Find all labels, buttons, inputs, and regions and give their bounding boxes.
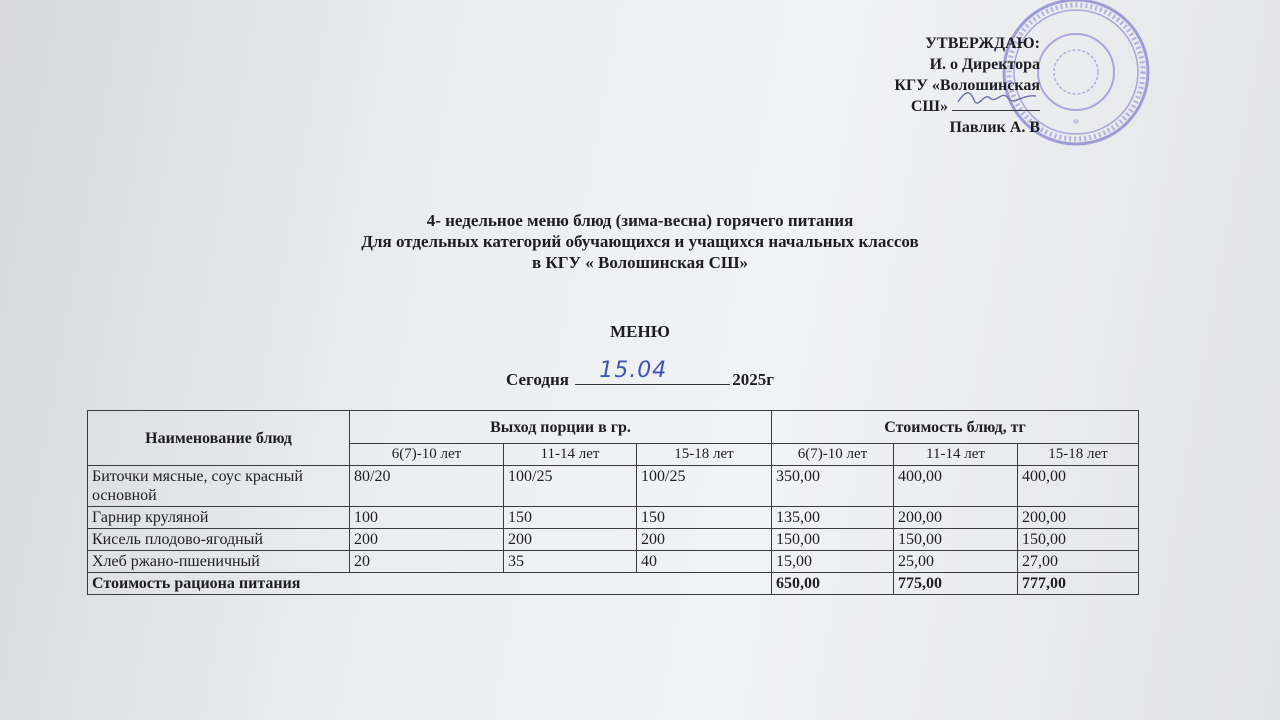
- header-age-cost: 6(7)-10 лет: [772, 444, 894, 466]
- portion-cell: 200: [504, 529, 637, 551]
- signature-line: [952, 96, 1040, 111]
- total-cost-cell: 650,00: [772, 573, 894, 595]
- heading-line-2: Для отдельных категорий обучающихся и учащихся начальных классов: [361, 232, 919, 251]
- heading-line-1: 4- недельное меню блюд (зима-весна) горячего питания: [426, 211, 854, 230]
- dish-name: Биточки мясные, соус красный основной: [88, 466, 350, 507]
- cost-cell: 25,00: [894, 551, 1018, 573]
- table-row: [88, 507, 1139, 529]
- approval-name: Павлик А. В: [949, 119, 1040, 136]
- svg-text:*: *: [1072, 117, 1080, 132]
- cost-cell: 15,00: [772, 551, 894, 573]
- dish-name: Хлеб ржано-пшеничный: [88, 551, 350, 573]
- dish-name: Кисель плодово-ягодный: [88, 529, 350, 551]
- menu-title: МЕНЮ: [610, 322, 670, 341]
- table-row: [88, 466, 1139, 507]
- approval-position: И. о Директора: [929, 56, 1040, 73]
- date-row: [0, 358, 1280, 390]
- cost-cell: 27,00: [1018, 551, 1139, 573]
- total-label: Стоимость рациона питания: [88, 573, 772, 595]
- approval-block: [800, 33, 1040, 138]
- menu-table: [87, 410, 1139, 595]
- cost-cell: 400,00: [894, 466, 1018, 507]
- portion-cell: 100/25: [637, 466, 772, 507]
- portion-cell: 20: [350, 551, 504, 573]
- cost-cell: 150,00: [772, 529, 894, 551]
- cost-cell: 400,00: [1018, 466, 1139, 507]
- portion-cell: 40: [637, 551, 772, 573]
- cost-cell: 200,00: [894, 507, 1018, 529]
- date-blank: [575, 358, 730, 385]
- approval-org-line1: КГУ «Волошинская: [894, 77, 1040, 94]
- cost-cell: 200,00: [1018, 507, 1139, 529]
- approval-title: УТВЕРЖДАЮ:: [925, 35, 1040, 52]
- header-age-portion: 11-14 лет: [504, 444, 637, 466]
- header-age-cost: 15-18 лет: [1018, 444, 1139, 466]
- header-age-portion: 6(7)-10 лет: [350, 444, 504, 466]
- portion-cell: 100/25: [504, 466, 637, 507]
- date-year: 2025г: [732, 370, 774, 389]
- total-row: [88, 573, 1139, 595]
- total-cost-cell: 777,00: [1018, 573, 1139, 595]
- date-label: Сегодня: [506, 370, 569, 389]
- portion-cell: 150: [504, 507, 637, 529]
- table-row: [88, 529, 1139, 551]
- handwritten-date: 15.04: [599, 358, 668, 383]
- cost-cell: 135,00: [772, 507, 894, 529]
- heading-line-3: в КГУ « Волошинская СШ»: [531, 253, 749, 272]
- cost-cell: 150,00: [1018, 529, 1139, 551]
- header-portion: Выход порции в гр.: [350, 411, 772, 444]
- total-cost-cell: 775,00: [894, 573, 1018, 595]
- portion-cell: 100: [350, 507, 504, 529]
- table-row: [88, 551, 1139, 573]
- approval-org-line2: СШ»: [800, 96, 1040, 117]
- header-age-cost: 11-14 лет: [894, 444, 1018, 466]
- portion-cell: 35: [504, 551, 637, 573]
- portion-cell: 80/20: [350, 466, 504, 507]
- handwritten-signature: [952, 86, 1040, 108]
- cost-cell: 350,00: [772, 466, 894, 507]
- portion-cell: 200: [350, 529, 504, 551]
- portion-cell: 200: [637, 529, 772, 551]
- document-heading: [0, 210, 1280, 273]
- header-dish-name: Наименование блюд: [88, 411, 350, 466]
- cost-cell: 150,00: [894, 529, 1018, 551]
- header-cost: Стоимость блюд, тг: [772, 411, 1139, 444]
- header-age-portion: 15-18 лет: [637, 444, 772, 466]
- portion-cell: 150: [637, 507, 772, 529]
- dish-name: Гарнир круляной: [88, 507, 350, 529]
